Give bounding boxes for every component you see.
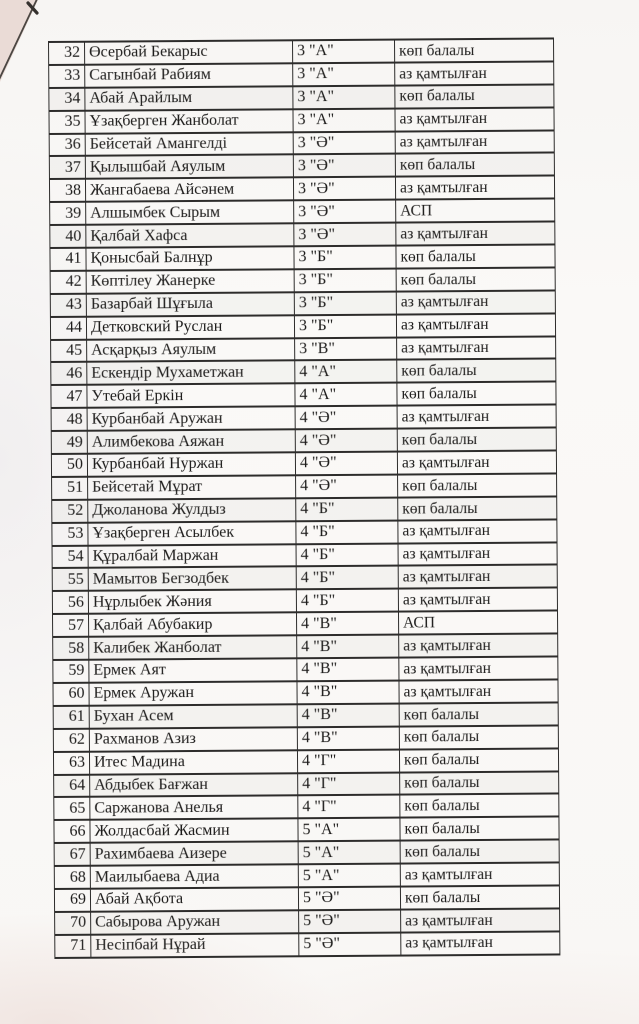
student-name-cell: Қонысбай Балнұр: [86, 246, 294, 270]
row-number-cell: 41: [50, 248, 86, 271]
benefit-category-cell: аз қамтылған: [401, 931, 560, 955]
class-cell: 4 "Г": [298, 795, 400, 819]
student-benefit-table-container: [48, 38, 550, 959]
class-cell: 4 "Б": [296, 543, 398, 567]
row-number-cell: 57: [53, 614, 89, 637]
student-name-cell: Қалбай Хафса: [86, 223, 294, 247]
class-cell: 5 "Ә": [299, 909, 401, 933]
class-cell: 3 "Ә": [294, 223, 396, 247]
row-number-cell: 61: [53, 706, 89, 729]
row-number-cell: 55: [52, 568, 88, 591]
row-number-cell: 39: [50, 202, 86, 225]
class-cell: 5 "А": [298, 841, 400, 865]
student-name-cell: Курбанбай Нуржан: [87, 452, 295, 476]
class-cell: 4 "Б": [296, 566, 398, 590]
student-name-cell: Өсербай Бекарыс: [85, 40, 293, 64]
class-cell: 4 "Ә": [295, 429, 397, 453]
row-number-cell: 56: [52, 591, 88, 614]
benefit-category-cell: аз қамтылған: [399, 657, 558, 681]
row-number-cell: 47: [51, 385, 87, 408]
class-cell: 4 "Ә": [295, 406, 397, 430]
row-number-cell: 68: [54, 866, 90, 889]
benefit-category-cell: аз қамтылған: [395, 61, 554, 85]
benefit-category-cell: көп балалы: [396, 267, 555, 291]
student-name-cell: Абай Ақбота: [90, 887, 298, 911]
benefit-category-cell: аз қамтылған: [397, 405, 556, 429]
row-number-cell: 70: [55, 912, 91, 935]
row-number-cell: 48: [51, 408, 87, 431]
benefit-category-cell: аз қамтылған: [397, 450, 556, 474]
row-number-cell: 40: [50, 225, 86, 248]
class-cell: 4 "В": [297, 658, 399, 682]
class-cell: 5 "А": [298, 818, 400, 842]
student-name-cell: Сабырова Аружан: [91, 910, 299, 934]
student-name-cell: Абай Арайлым: [85, 86, 293, 110]
row-number-cell: 38: [49, 179, 85, 202]
class-cell: 3 "Б": [294, 291, 396, 315]
benefit-category-cell: көп балалы: [399, 748, 558, 772]
row-number-cell: 64: [54, 774, 90, 797]
row-number-cell: 37: [49, 156, 85, 179]
row-number-cell: 44: [50, 316, 86, 339]
student-name-cell: Утебай Еркін: [87, 384, 295, 408]
student-name-cell: Бейсетай Мұрат: [88, 475, 296, 499]
student-name-cell: Курбанбай Аружан: [87, 407, 295, 431]
row-number-cell: 46: [51, 362, 87, 385]
row-number-cell: 58: [53, 637, 89, 660]
benefit-category-cell: аз қамтылған: [395, 130, 554, 154]
student-name-cell: Алшымбек Сырым: [86, 201, 294, 225]
class-cell: 4 "Г": [297, 749, 399, 773]
row-number-cell: 63: [53, 751, 89, 774]
class-cell: 4 "В": [297, 635, 399, 659]
row-number-cell: 43: [50, 294, 86, 317]
class-cell: 3 "А": [293, 62, 395, 86]
student-name-cell: Ұзақберген Жанболат: [85, 109, 293, 133]
row-number-cell: 36: [49, 133, 85, 156]
class-cell: 3 "В": [295, 337, 397, 361]
student-name-cell: Нұрлыбек Жәния: [88, 590, 296, 614]
student-name-cell: Ермек Аружан: [89, 681, 297, 705]
row-number-cell: 67: [54, 843, 90, 866]
class-cell: 3 "Б": [294, 314, 396, 338]
class-cell: 3 "Б": [294, 246, 396, 270]
student-name-cell: Рахманов Азиз: [89, 727, 297, 751]
benefit-category-cell: көп балалы: [400, 794, 559, 818]
row-number-cell: 52: [52, 500, 88, 523]
row-number-cell: 35: [49, 110, 85, 133]
class-cell: 5 "Ә": [299, 932, 401, 956]
class-cell: 3 "Ә": [294, 200, 396, 224]
student-name-cell: Саржанова Анелья: [90, 796, 298, 820]
student-name-cell: Мамытов Бегзодбек: [88, 567, 296, 591]
class-cell: 3 "А": [293, 40, 395, 64]
row-number-cell: 32: [49, 42, 85, 65]
benefit-category-cell: аз қамтылған: [396, 290, 555, 314]
student-name-cell: Асқарқыз Аяулым: [87, 338, 295, 362]
row-number-cell: 62: [53, 728, 89, 751]
class-cell: 4 "Ә": [296, 474, 398, 498]
row-number-cell: 34: [49, 88, 85, 111]
student-name-cell: Сагынбай Рабиям: [85, 63, 293, 87]
student-name-cell: Көптілеу Жанерке: [86, 269, 294, 293]
class-cell: 4 "В": [297, 703, 399, 727]
student-name-cell: Джоланова Жулдыз: [88, 498, 296, 522]
student-name-cell: Рахимбаева Аизере: [90, 841, 298, 865]
student-name-cell: Калибек Жанболат: [89, 635, 297, 659]
row-number-cell: 54: [52, 545, 88, 568]
row-number-cell: 45: [51, 339, 87, 362]
student-name-cell: Базарбай Шұғыла: [86, 292, 294, 316]
class-cell: 4 "Б": [296, 497, 398, 521]
benefit-category-cell: көп балалы: [399, 702, 558, 726]
class-cell: 3 "А": [293, 108, 395, 132]
class-cell: 4 "Б": [296, 520, 398, 544]
class-cell: 4 "А": [295, 360, 397, 384]
student-name-cell: Қылышбай Аяулым: [85, 155, 293, 179]
benefit-category-cell: көп балалы: [399, 725, 558, 749]
benefit-category-cell: көп балалы: [396, 244, 555, 268]
benefit-category-cell: аз қамтылған: [396, 313, 555, 337]
row-number-cell: 42: [50, 271, 86, 294]
benefit-category-cell: көп балалы: [400, 771, 559, 795]
student-name-cell: Ескендір Мухаметжан: [87, 361, 295, 385]
table-row: [55, 931, 560, 957]
student-name-cell: Бейсетай Амангелді: [85, 132, 293, 156]
row-number-cell: 71: [55, 934, 91, 957]
benefit-category-cell: аз қамтылған: [398, 542, 557, 566]
student-name-cell: Жангабаева Айсәнем: [85, 178, 293, 202]
student-name-cell: Детковский Руслан: [86, 315, 294, 339]
student-name-cell: Несіпбай Нұрай: [91, 933, 299, 957]
benefit-category-cell: аз қамтылған: [399, 634, 558, 658]
class-cell: 3 "Ә": [293, 177, 395, 201]
benefit-category-cell: аз қамтылған: [398, 519, 557, 543]
class-cell: 4 "Ә": [295, 452, 397, 476]
benefit-category-cell: аз қамтылған: [399, 679, 558, 703]
benefit-category-cell: көп балалы: [397, 428, 556, 452]
student-name-cell: Жолдасбай Жасмин: [90, 819, 298, 843]
benefit-category-cell: көп балалы: [400, 817, 559, 841]
benefit-category-cell: көп балалы: [397, 359, 556, 383]
class-cell: 5 "Ә": [298, 887, 400, 911]
row-number-cell: 33: [49, 65, 85, 88]
table-body: [49, 38, 560, 957]
student-name-cell: Ұзақберген Асылбек: [88, 521, 296, 545]
benefit-category-cell: аз қамтылған: [395, 176, 554, 200]
benefit-category-cell: аз қамтылған: [395, 107, 554, 131]
row-number-cell: 65: [54, 797, 90, 820]
row-number-cell: 59: [53, 660, 89, 683]
benefit-category-cell: аз қамтылған: [400, 863, 559, 887]
class-cell: 4 "В": [297, 726, 399, 750]
row-number-cell: 69: [54, 889, 90, 912]
class-cell: 5 "А": [298, 864, 400, 888]
class-cell: 3 "Ә": [293, 131, 395, 155]
benefit-category-cell: көп балалы: [398, 473, 557, 497]
benefit-category-cell: көп балалы: [400, 840, 559, 864]
benefit-category-cell: аз қамтылған: [398, 588, 557, 612]
student-name-cell: Маилыбаева Адиа: [90, 864, 298, 888]
benefit-category-cell: АСП: [398, 611, 557, 635]
student-name-cell: Ермек Аят: [89, 658, 297, 682]
row-number-cell: 51: [52, 477, 88, 500]
student-name-cell: Алимбекова Аяжан: [87, 429, 295, 453]
student-name-cell: Абдыбек Бағжан: [90, 773, 298, 797]
benefit-category-cell: көп балалы: [394, 38, 553, 62]
student-name-cell: Құралбай Маржан: [88, 544, 296, 568]
row-number-cell: 50: [51, 454, 87, 477]
class-cell: 4 "В": [297, 681, 399, 705]
class-cell: 4 "А": [295, 383, 397, 407]
benefit-category-cell: көп балалы: [397, 382, 556, 406]
benefit-category-cell: аз қамтылған: [396, 222, 555, 246]
benefit-category-cell: аз қамтылған: [397, 336, 556, 360]
benefit-category-cell: көп балалы: [395, 153, 554, 177]
corner-fold-shade: [0, 0, 38, 82]
row-number-cell: 49: [51, 431, 87, 454]
class-cell: 4 "Г": [298, 772, 400, 796]
class-cell: 3 "А": [293, 85, 395, 109]
row-number-cell: 53: [52, 522, 88, 545]
row-number-cell: 66: [54, 820, 90, 843]
student-benefit-table: [48, 37, 560, 958]
class-cell: 3 "Б": [294, 268, 396, 292]
student-name-cell: Итес Мадина: [89, 750, 297, 774]
class-cell: 4 "В": [296, 612, 398, 636]
benefit-category-cell: АСП: [396, 199, 555, 223]
benefit-category-cell: аз қамтылған: [401, 908, 560, 932]
student-name-cell: Бухан Асем: [89, 704, 297, 728]
benefit-category-cell: көп балалы: [395, 84, 554, 108]
benefit-category-cell: көп балалы: [400, 885, 559, 909]
row-number-cell: 60: [53, 683, 89, 706]
student-name-cell: Қалбай Абубакир: [89, 613, 297, 637]
class-cell: 4 "Б": [296, 589, 398, 613]
benefit-category-cell: көп балалы: [398, 496, 557, 520]
benefit-category-cell: аз қамтылған: [398, 565, 557, 589]
class-cell: 3 "Ә": [293, 154, 395, 178]
